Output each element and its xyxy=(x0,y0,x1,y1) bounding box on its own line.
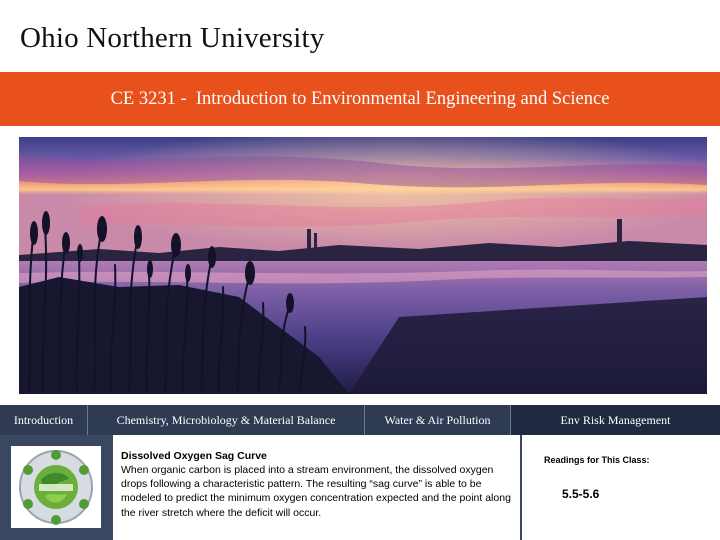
readings-value: 5.5-5.6 xyxy=(562,487,600,501)
lesson-heading: Dissolved Oxygen Sag Curve xyxy=(121,450,267,462)
lesson-description: When organic carbon is placed into a stream environment, the dissolved oxygen drops following a characteristic pattern. The resulting “sag curve” is able to be modeled to predict the minimum oxygen concentration expected and the point along the river stretch where the deficit will occur. xyxy=(121,464,511,519)
sunset-marsh-photo xyxy=(19,137,707,394)
section-nav xyxy=(0,405,720,435)
sustainability-logo xyxy=(11,446,101,528)
tab-chemistry-microbiology[interactable]: Chemistry, Microbiology & Material Balance xyxy=(88,405,365,435)
readings-label: Readings for This Class: xyxy=(544,455,650,465)
course-title-bar xyxy=(0,72,720,126)
tab-water-air-pollution[interactable]: Water & Air Pollution xyxy=(365,405,511,435)
tab-env-risk-management[interactable]: Env Risk Management xyxy=(511,405,720,435)
tab-introduction[interactable]: Introduction xyxy=(0,405,88,435)
university-title: Ohio Northern University xyxy=(20,22,325,54)
course-title: CE 3231 - Introduction to Environmental Engineering and Science xyxy=(110,88,610,109)
lesson-content xyxy=(113,435,522,540)
readings-panel xyxy=(524,435,720,540)
